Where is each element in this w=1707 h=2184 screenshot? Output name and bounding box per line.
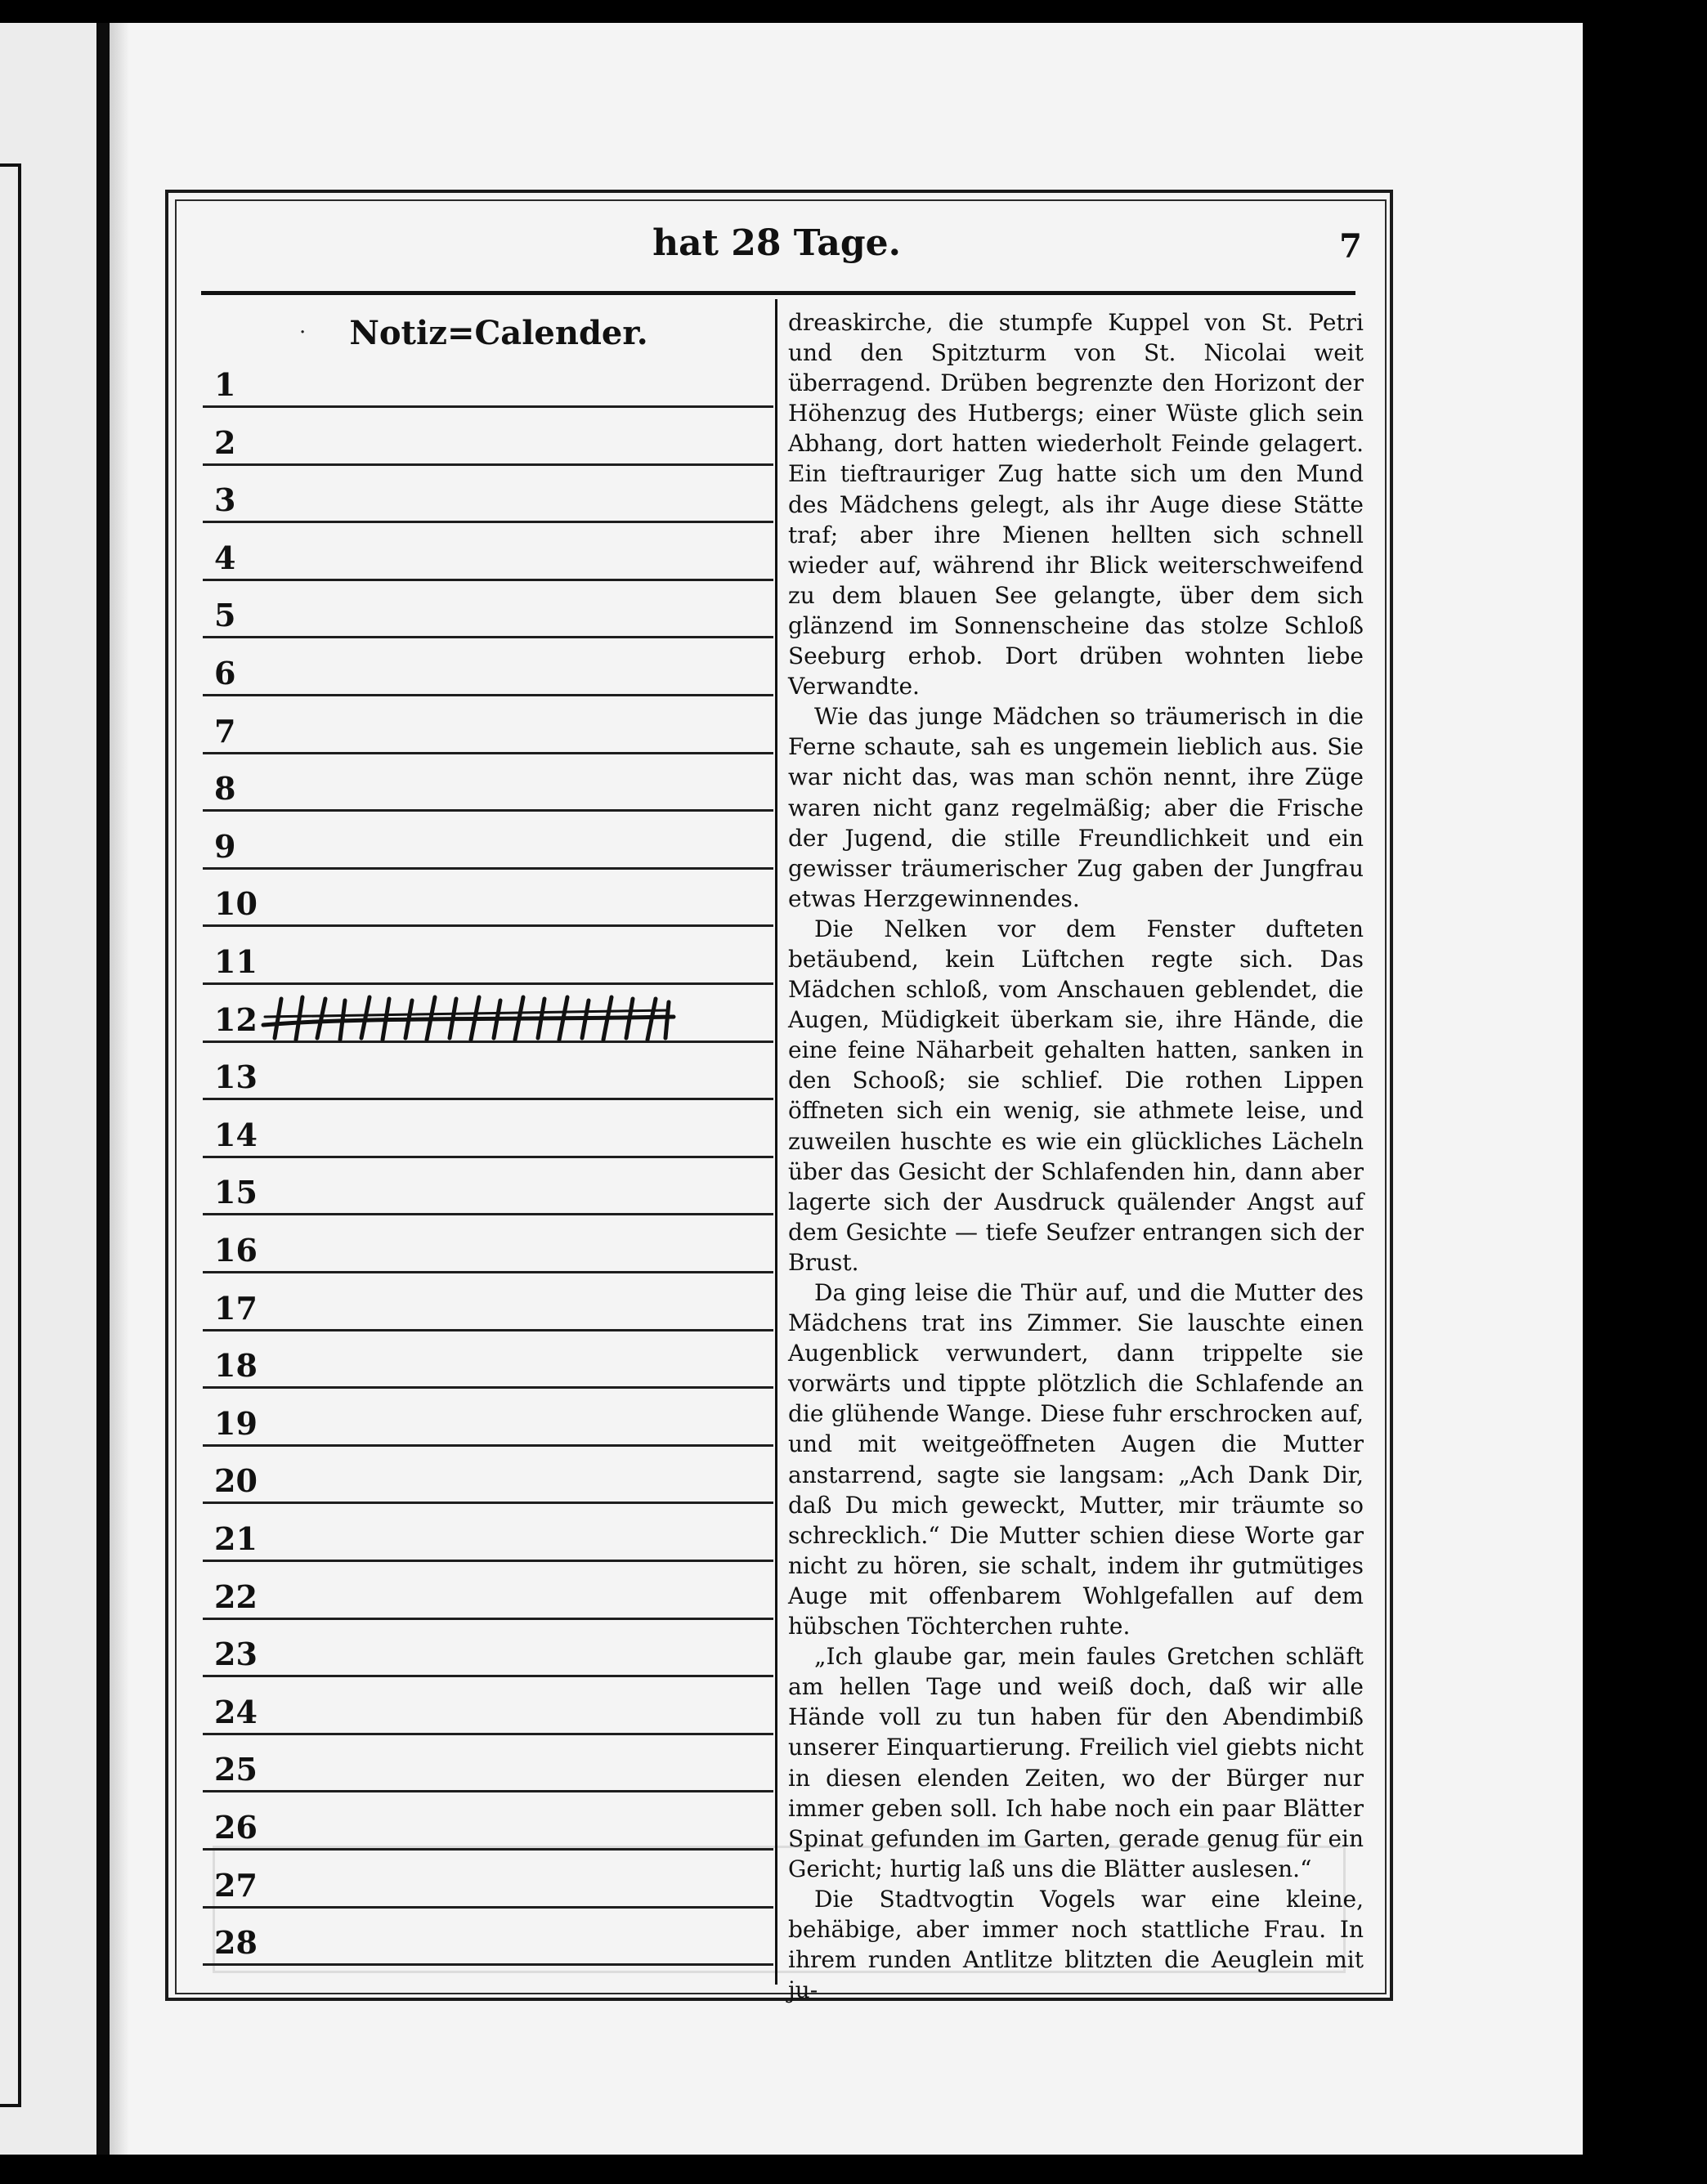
day-number: 15 — [214, 1174, 258, 1211]
notes-dot: · — [299, 320, 307, 345]
day-number: 11 — [214, 943, 258, 980]
day-number: 23 — [214, 1636, 258, 1673]
day-number: 21 — [214, 1520, 258, 1557]
story-paragraph: Die Nelken vor dem Fenster dufteten betäubend, kein Lüftchen regte sich. Das Mädchen schloß, vom Anschauen geblendet, die Augen, Müdigkeit überkam sie, ihre Hände, die eine feine Näharbeit gehalten hatten, sanken in den Schooß; sie schlief. Die rothen Lippen öffneten sich ein wenig, sie athmete leise, und zuweilen huschte es wie ein glückliches Lächeln über das Gesicht der Schlafenden hin, dann aber lagerte sich der Ausdruck quälender Angst auf dem Gesichte — tiefe Seufzer entrangen sich der Brust. — [788, 915, 1364, 1276]
day-number: 25 — [214, 1751, 258, 1788]
binding-gutter — [96, 23, 110, 2155]
note-row — [203, 1157, 773, 1215]
note-row — [203, 696, 773, 754]
note-row — [203, 465, 773, 523]
story-paragraph: Da ging leise die Thür auf, und die Mutter des Mädchens trat ins Zimmer. Sie lauschte einen Augenblick verwundert, dann trippelte sie vorwärts und tippte plötzlich die Schlafende an die glühende Wange. Diese fuhr erschrocken auf, und mit weitgeöffneten Augen die Mutter anstarrend, sagte sie langsam: „Ach Dank Dir, daß Du mich geweckt, Mutter, mir träumte so schrecklich.“ Die Mutter schien diese Worte gar nicht zu hören, sie schalt, indem ihr gutmütiges Auge mit offenbarem Wohlgefallen auf dem hübschen Töchterchen ruhte. — [788, 1279, 1364, 1640]
day-number: 9 — [214, 827, 236, 865]
day-number: 24 — [214, 1693, 258, 1730]
note-row — [203, 638, 773, 696]
note-row — [203, 1562, 773, 1620]
day-number: 20 — [214, 1462, 258, 1500]
day-number: 17 — [214, 1289, 258, 1327]
day-number: 7 — [214, 712, 236, 750]
day-number: 14 — [214, 1116, 258, 1153]
handwritten-strike-marks — [260, 992, 677, 1046]
day-number: 1 — [214, 366, 236, 403]
running-title: hat 28 Tage. — [652, 222, 901, 264]
note-row — [203, 812, 773, 870]
story-paragraph: Wie das junge Mädchen so träumerisch in die Ferne schaute, sah es ungemein lieblich aus. Sie war nicht das, was man schön nennt, ihre Züge waren nicht ganz regelmäßig; aber die Frische der Jugend, die stille Freundlichkeit und ein gewisser träumerischer Zug gaben der Jungfrau etwas Herzgewinnendes. — [788, 703, 1364, 912]
day-number: 8 — [214, 770, 236, 808]
adjacent-page-frame — [0, 163, 21, 2107]
note-row — [203, 1389, 773, 1447]
story-paragraph: dreaskirche, die stumpfe Kuppel von St. Petri und den Spitzturm von St. Nicolai weit überragend. Drüben begrenzte den Horizont der Höhenzug des Hutbergs; einer Wüste glich sein Abhang, dort hatten wiederholt Feinde gelagert. Ein tieftrauriger Zug hatte sich um den Mund des Mädchens gelegt, als ihr Auge diese Stätte traf; aber ihre Mienen hellten sich schnell wieder auf, während ihr Blick weiterschweifend zu dem blauen See gelangte, über dem sich glänzend im Sonnenscheine das stolze Schloß Seeburg erhob. Dort drüben wohnten liebe Verwandte. — [788, 309, 1364, 700]
note-row — [203, 1908, 773, 1966]
page-number: 7 — [1339, 227, 1362, 266]
note-row — [203, 350, 773, 408]
note-row — [203, 408, 773, 466]
day-number: 12 — [214, 1000, 258, 1038]
note-row — [203, 580, 773, 638]
note-row — [203, 1331, 773, 1389]
day-number: 2 — [214, 423, 236, 461]
day-number: 5 — [214, 597, 236, 634]
day-number: 26 — [214, 1809, 258, 1846]
day-number: 3 — [214, 481, 236, 519]
day-number: 27 — [214, 1866, 258, 1904]
note-row — [203, 1504, 773, 1562]
note-row — [203, 927, 773, 985]
column-divider — [775, 299, 777, 1985]
note-row — [203, 523, 773, 581]
note-row — [203, 1734, 773, 1792]
header-rule — [201, 291, 1355, 295]
note-row — [203, 1619, 773, 1677]
day-number: 28 — [214, 1924, 258, 1962]
story-text-column — [788, 307, 1364, 2004]
note-row — [203, 1100, 773, 1158]
day-number: 18 — [214, 1347, 258, 1385]
notes-calendar-title: Notiz=Calender. — [349, 314, 648, 352]
day-number: 4 — [214, 539, 236, 576]
note-row — [203, 1851, 773, 1909]
note-row — [203, 754, 773, 812]
story-paragraph: Die Stadtvogtin Vogels war eine kleine, behäbige, aber immer noch stattliche Frau. In ihrem runden Antlitze blitzten die Aeuglein mit ju- — [788, 1885, 1364, 2004]
day-number: 19 — [214, 1404, 258, 1442]
day-number: 16 — [214, 1232, 258, 1269]
day-number: 13 — [214, 1058, 258, 1096]
day-number: 6 — [214, 655, 236, 691]
note-line — [203, 1963, 773, 1966]
note-row — [203, 1042, 773, 1100]
scan-border — [1583, 23, 1707, 2155]
day-number: 22 — [214, 1578, 258, 1615]
note-row — [203, 1677, 773, 1735]
note-row — [203, 1792, 773, 1851]
note-row — [203, 1446, 773, 1504]
note-row — [203, 1215, 773, 1273]
note-row — [203, 1273, 773, 1331]
story-paragraph: „Ich glaube gar, mein faules Gretchen schläft am hellen Tage und weiß doch, daß wir alle Hände voll zu tun haben für den Abendimbiß unserer Einquartierung. Freilich viel giebts nicht in diesen elenden Zeiten, wo der Bürger nur immer geben soll. Ich habe noch ein paar Blätter Spinat gefunden im Garten, gerade genug für ein Gericht; hurtig laß uns die Blätter auslesen.“ — [788, 1643, 1364, 1882]
spine-shadow — [110, 23, 129, 2155]
note-row — [203, 869, 773, 927]
day-number: 10 — [214, 885, 258, 923]
